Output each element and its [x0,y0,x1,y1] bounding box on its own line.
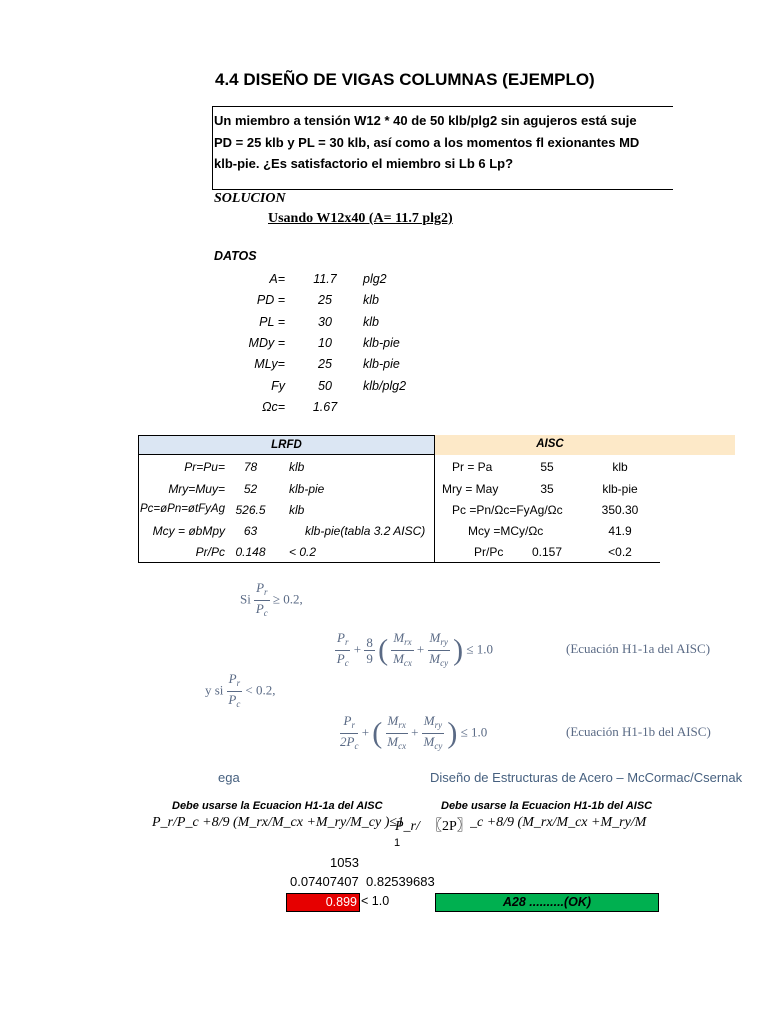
mry-mcy-fraction: $\frac{M_{ry}}{M_{cy}}$ [429,630,449,668]
mrx-mcx-fraction: $\frac{M_{rx}}{M_{cx}}$ [387,713,407,751]
lrfd-header: LRFD [138,435,435,455]
pr-symbol: P [256,580,265,595]
lrfd-unit: klb-pie [289,482,325,496]
using-section: Usando W12x40 (A= 11.7 plg2) [268,211,453,226]
aisc-label: Pc =Pn/Ωc=FyAg/Ωc [452,503,563,517]
m-symbol: M [393,651,404,666]
aisc-label: Pr = Pa [452,460,493,474]
aisc-label: Mcy =MCy/Ωc [468,524,544,538]
lrfd-unit: klb-pie(tabla 3.2 AISC) [305,524,426,538]
red-result-cell [286,893,360,912]
aisc-unit: 350.30 [601,503,639,517]
linear-formula-right-a: P_r/ [395,819,420,834]
leq-text: ≤ 1.0 [460,724,488,740]
aisc-label: Mry = May [442,482,499,496]
footer-left-text: ega [218,770,240,785]
lrfd-value: 0.148 [235,545,266,559]
red-result-value: 0.899 [325,895,357,909]
lrfd-label: Mcy = øbMpy [152,524,225,538]
pr-over-pc-fraction: $\frac{P_r}{P_c}$ [255,580,268,618]
si-text: Si [240,591,251,607]
problem-line-2: PD = 25 klb y PL = 30 klb, así como a los momentos fl exionantes MD [214,135,640,150]
green-result-cell: A28 ..........(OK) [435,893,659,912]
plus-sign: + [353,641,362,657]
nine: 9 [366,651,373,666]
lrfd-unit: klb [289,460,305,474]
datos-value: 50 [318,379,332,393]
lrfd-unit: < 0.2 [289,545,317,559]
lrfd-label: Pr/Pc [195,545,225,559]
pr-over-pc-fraction: $\frac{P_r}{P_c}$ [228,671,241,709]
geq-text: ≥ 0.2, [272,591,303,607]
datos-unit: klb/plg2 [363,379,407,393]
aisc-unit: klb-pie [602,482,638,496]
close-paren: ) [447,716,458,750]
formula-denominator-one: 1 [394,837,401,849]
lrfd-value: 526.5 [235,503,266,517]
linear-formula-right-b: 〖2P〗 [428,819,471,834]
datos-value: 30 [318,315,332,329]
aisc-header: AISC [435,435,735,455]
pc-symbol: P [228,692,237,707]
equation-h1-1b [340,713,487,754]
datos-label: A= [269,272,285,286]
pr-symbol: P [228,671,237,686]
two-pc-symbol: 2P [340,734,355,749]
red-result-suffix: < 1.0 [361,894,390,908]
pr-symbol: P [337,630,345,645]
datos-heading: DATOS [214,249,257,263]
eq1-label: (Ecuación H1-1a del AISC) [566,641,711,656]
mry-mcy-fraction: $\frac{M_{ry}}{M_{cy}}$ [423,713,443,751]
problem-statement-box [212,106,673,190]
m-symbol: M [387,713,399,728]
result-value-2: 0.82539683 [366,874,435,889]
condition-2 [205,671,275,712]
m-symbol: M [423,734,435,749]
lrfd-value: 78 [243,460,258,474]
datos-unit: klb [363,293,379,307]
open-paren: ( [378,633,389,667]
result-value-1: 0.07407407 [290,874,359,889]
problem-line-1: Un miembro a tensión W12 * 40 de 50 klb/plg2 sin agujeros está suje [214,113,637,128]
aisc-value: 55 [540,460,554,474]
aisc-unit: <0.2 [608,545,632,559]
datos-unit: klb-pie [363,336,400,350]
footer-book-title: Diseño de Estructuras de Acero – McCormac/Csernak [430,770,743,785]
plus-sign: + [361,724,370,740]
ysi-text: y si [205,682,224,698]
eq2-label: (Ecuación H1-1b del AISC) [566,724,711,739]
pr-symbol: P [343,713,352,728]
lrfd-value: 63 [243,524,258,538]
lrfd-unit: klb [289,503,305,517]
aisc-value: 0.157 [531,545,563,559]
aisc-value: 35 [540,482,554,496]
leq-text: ≤ 1.0 [466,641,493,657]
lt-text: < 0.2, [245,682,276,698]
plus-sign: + [411,724,419,740]
condition-1 [240,580,303,621]
datos-label: MLy= [254,357,285,371]
lrfd-value: 52 [243,482,258,496]
result-1053: 1053 [330,855,359,870]
linear-formula-right-c: _c +8/9 (M_rx/M_cx +M_ry/M [470,815,647,830]
datos-value: 25 [318,357,332,371]
aisc-label: Pr/Pc [474,545,504,559]
m-symbol: M [387,734,399,749]
note-h1-1a: Debe usarse la Ecuacion H1-1a del AISC [172,800,383,812]
m-symbol: M [429,651,441,666]
lrfd-label: Mry=Muy= [168,482,225,496]
aisc-unit: klb [612,460,628,474]
pr-pc-fraction: $\frac{P_r}{P_c}$ [336,630,349,668]
m-symbol: M [429,630,441,645]
datos-label: MDy = [248,336,285,350]
datos-value: 25 [318,293,332,307]
datos-value: 11.7 [313,272,337,286]
datos-label: Fy [271,379,285,393]
linear-formula-left: P_r/P_c +8/9 (M_rx/M_cx +M_ry/M_cy )≤1 [152,815,405,830]
datos-value: 10 [318,336,332,350]
plus-sign: + [416,641,425,657]
lrfd-label: Pr=Pu= [184,460,225,474]
datos-value: 1.67 [312,400,338,414]
page-title: 4.4 DISEÑO DE VIGAS COLUMNAS (EJEMPLO) [215,70,595,89]
datos-unit: plg2 [363,272,387,286]
m-symbol: M [393,630,405,645]
open-paren: ( [372,716,383,750]
pc-symbol: P [336,651,345,666]
eight-ninths-fraction [364,635,375,666]
problem-line-3: klb-pie. ¿Es satisfactorio el miembro si Lb 6 Lp? [214,156,514,171]
pc-symbol: P [255,601,264,616]
datos-label: PL = [259,315,285,329]
lrfd-label: Pc=øPn=øtFyAg [139,503,225,515]
equation-h1-1a [335,630,493,671]
m-symbol: M [423,713,435,728]
datos-unit: klb-pie [363,357,400,371]
datos-label: PD = [256,293,285,307]
solucion-heading: SOLUCION [214,191,286,206]
eight: 8 [366,635,373,650]
note-h1-1b: Debe usarse la Ecuacion H1-1b del AISC [441,800,653,812]
close-paren: ) [453,633,464,667]
datos-unit: klb [363,315,379,329]
datos-label: Ωc= [261,400,285,414]
mrx-mcx-fraction: $\frac{M_{rx}}{M_{cx}}$ [393,630,412,668]
aisc-unit: 41.9 [608,524,632,538]
pr-2pc-fraction: $\frac{P_r}{2P_c}$ [340,713,359,751]
